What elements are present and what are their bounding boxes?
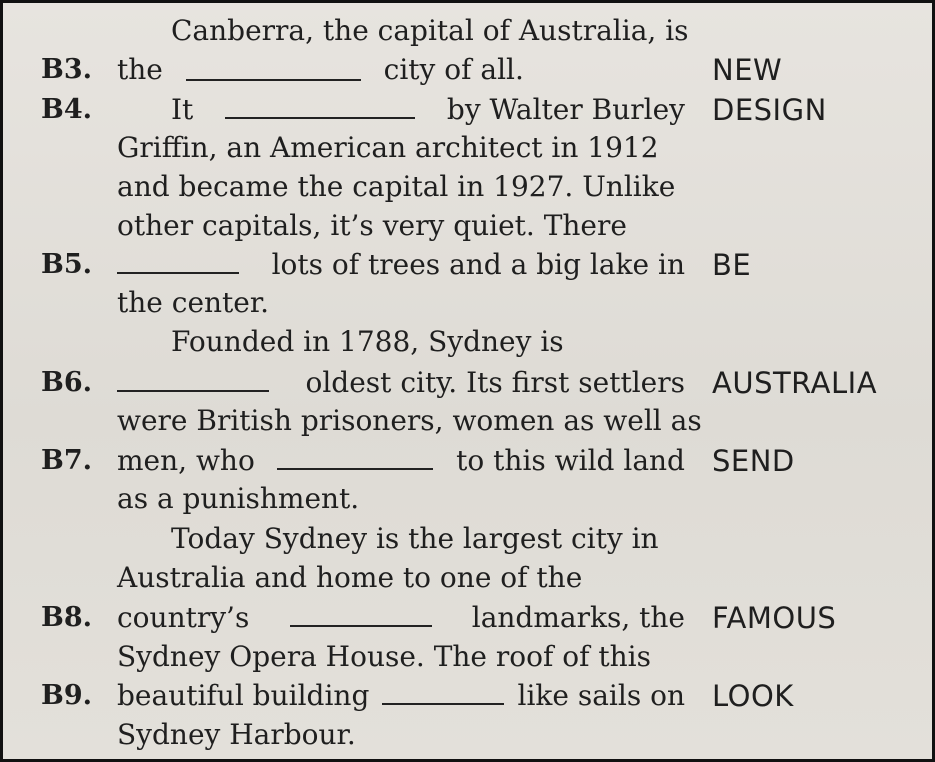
line-text: [117, 365, 685, 401]
line-text: Today Sydney is the largest city in: [171, 522, 659, 555]
line-text-part: the: [117, 53, 163, 86]
answer-blank[interactable]: [117, 368, 269, 392]
task-number: B5.: [41, 249, 93, 280]
line-text-part: beautiful building: [117, 679, 370, 712]
task-line-b8: [3, 600, 932, 636]
line-text-part: men, who: [117, 444, 255, 477]
line-text: [117, 600, 685, 636]
answer-blank[interactable]: [186, 57, 361, 81]
keyword: LOOK: [712, 679, 794, 713]
text-line: [3, 717, 932, 753]
line-text-part: landmarks, the: [471, 601, 685, 634]
text-line: [3, 521, 932, 557]
task-number: B8.: [41, 602, 93, 633]
answer-blank[interactable]: [225, 95, 415, 119]
line-text-part: city of all.: [383, 53, 524, 86]
task-number: B4.: [41, 94, 93, 125]
keyword: AUSTRALIA: [712, 366, 878, 400]
line-text: Sydney Opera House. The roof of this: [117, 640, 651, 673]
line-text: [117, 52, 685, 88]
text-line: [3, 13, 932, 49]
task-number: B6.: [41, 367, 93, 398]
text-line: [3, 130, 932, 166]
line-text: the center.: [117, 286, 270, 319]
line-text-part: oldest city. Its first settlers: [305, 366, 685, 399]
task-number: B3.: [41, 54, 93, 85]
task-line-b6: [3, 365, 932, 401]
task-line-b3: [3, 52, 932, 88]
line-text: [117, 443, 685, 479]
text-line: [3, 481, 932, 517]
task-line-b7: [3, 443, 932, 479]
line-text-part: lots of trees and a big lake in: [271, 248, 685, 281]
line-text-part: Founded in 1788, Sydney is: [171, 325, 564, 358]
line-text: and became the capital in 1927. Unlike: [117, 170, 676, 203]
task-line-b5: [3, 247, 932, 283]
answer-blank[interactable]: [117, 250, 239, 274]
text-line: [3, 285, 932, 321]
line-text: [171, 324, 685, 360]
text-line: [3, 403, 932, 439]
line-text-part: country’s: [117, 601, 250, 634]
keyword: SEND: [712, 444, 795, 478]
line-text: as a punishment.: [117, 482, 360, 515]
answer-blank[interactable]: [382, 681, 504, 705]
line-text-part: It: [171, 93, 194, 126]
line-text: other capitals, it’s very quiet. There: [117, 209, 627, 242]
line-text: were British prisoners, women as well as: [117, 404, 702, 437]
text-line: [3, 324, 932, 360]
line-text: Griffin, an American architect in 1912: [117, 131, 659, 164]
keyword: DESIGN: [712, 93, 827, 127]
keyword: NEW: [712, 53, 783, 87]
text-line: [3, 560, 932, 596]
text-line: [3, 169, 932, 205]
task-line-b9: [3, 678, 932, 714]
line-text: Canberra, the capital of Australia, is: [171, 14, 689, 47]
line-text: Sydney Harbour.: [117, 718, 356, 751]
line-text: [171, 92, 685, 128]
line-text-part: by Walter Burley: [446, 93, 685, 126]
answer-blank[interactable]: [277, 446, 433, 470]
line-text: [117, 678, 685, 714]
line-text-part: like sails on: [517, 679, 685, 712]
keyword: FAMOUS: [712, 601, 837, 635]
task-line-b4: [3, 92, 932, 128]
task-number: B7.: [41, 445, 93, 476]
keyword: BE: [712, 248, 752, 282]
answer-blank[interactable]: [290, 603, 432, 627]
task-number: B9.: [41, 680, 93, 711]
text-line: [3, 639, 932, 675]
line-text: Australia and home to one of the: [117, 561, 583, 594]
line-text: [117, 247, 685, 283]
text-line: [3, 208, 932, 244]
line-text-part: to this wild land: [456, 444, 685, 477]
